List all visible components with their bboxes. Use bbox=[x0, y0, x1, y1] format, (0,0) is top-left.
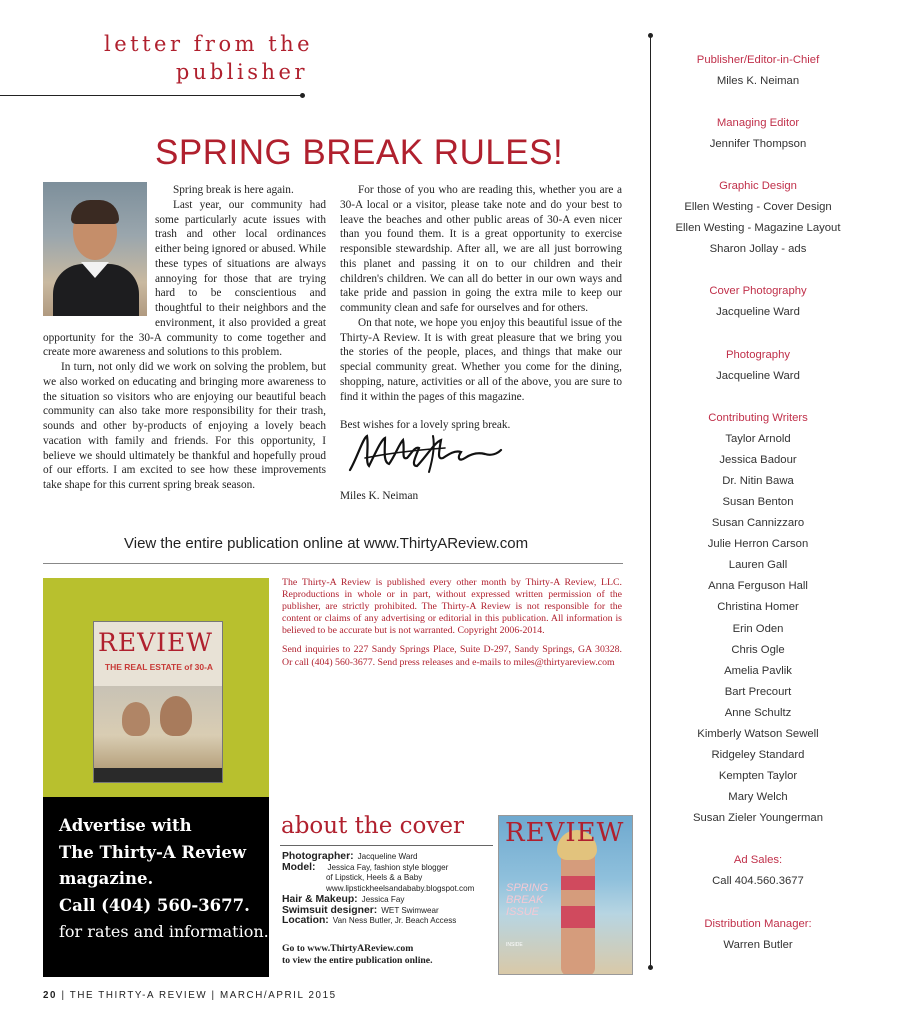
footer-separator: | bbox=[61, 990, 70, 1001]
masthead-name: Jessica Badour bbox=[719, 453, 797, 466]
masthead-gap bbox=[660, 324, 856, 345]
credit-value: of Lipstick, Heels & a Baby bbox=[326, 873, 423, 883]
credit-label: Photographer: bbox=[282, 851, 354, 862]
masthead-name: Ellen Westing - Cover Design bbox=[684, 201, 832, 214]
letter-paragraph: Last year, our community had some particularly acute issues with trash and other local ordinances either being ignored or abused. While these types of situations are always annoying for those that are trying hard to be conscientious and thoughtful to their neighbors and the environment, it also provided a great opportunity for the 30-A community to come together and create more awareness and solutions to this problem. bbox=[43, 198, 326, 359]
publisher-signature bbox=[345, 428, 505, 480]
masthead-name: Erin Oden bbox=[732, 622, 784, 635]
masthead-gap bbox=[660, 155, 856, 176]
section-title bbox=[104, 30, 314, 86]
letter-paragraph: For those of you who are reading this, whether you are a 30-A local or a visitor, please take note and do your best to leave the beaches and other public areas of 30-A even nicer than you found them. It is a great opportunity to exercise responsible stewardship. After all, we are all just borrowing this planet and passing it on to our children and their children's children. We can all do better in our own ways and take pride and passion in going the extra mile to keep our community clean and safe for ourselves and for others. bbox=[340, 184, 622, 314]
masthead-role: Ad Sales: bbox=[733, 854, 783, 867]
letter-column-1 bbox=[43, 183, 326, 493]
masthead-name: Miles K. Neiman bbox=[716, 75, 800, 87]
masthead-name: Jacqueline Ward bbox=[716, 306, 800, 319]
credit-label: Location: bbox=[282, 915, 329, 927]
legal-notice bbox=[282, 577, 622, 669]
masthead-name: Chris Ogle bbox=[731, 643, 785, 656]
letter-paragraph: In turn, not only did we work on solving the problem, but we also worked on educating and bringing more awareness to the situation so visitors who are enjoying our beautiful beach community can also take more responsibility for their trash, sounds and other by-products of enjoying a lovely beach vacation with family and friends. For this opportunity, I believe we should ultimately be thankful and hopefully proud of our efforts. I am excited to see how these improvements take shape for this current spring break season. bbox=[43, 361, 326, 491]
column-divider-dot-bottom bbox=[648, 965, 653, 970]
masthead-name: Julie Herron Carson bbox=[707, 538, 809, 551]
header-rule-dot bbox=[300, 93, 305, 98]
legal-paragraph: The Thirty-A Review is published every other month by Thirty-A Review, LLC. Reproductions in whole or in part, without expressed written permission of the publisher, are strictly prohibited. The Thirty-A Review is not responsible for the content or claims of any advertising or editorial in this publication. All information is believed to be accurate but is not warranted. Copyright 2006-2014. bbox=[282, 577, 622, 637]
masthead-name: Taylor Arnold bbox=[725, 432, 791, 445]
masthead-name: Anne Schultz bbox=[724, 706, 792, 719]
masthead-name: Amelia Pavlik bbox=[724, 664, 792, 677]
advertise-box bbox=[43, 797, 269, 977]
letter-column-2 bbox=[340, 183, 622, 433]
masthead-name: Call 404.560.3677 bbox=[712, 875, 804, 888]
masthead-name: Sharon Jollay - ads bbox=[709, 243, 807, 256]
article-headline: SPRING BREAK RULES! bbox=[155, 133, 564, 172]
credit-value: Jessica Fay, fashion style blogger bbox=[327, 862, 449, 872]
cover-inside-label: INSIDE bbox=[506, 942, 523, 948]
column-divider bbox=[650, 35, 651, 968]
masthead-name: Mary Welch bbox=[728, 791, 788, 804]
letter-closing: Best wishes for a lovely spring break. bbox=[340, 419, 511, 432]
masthead-name: Jennifer Thompson bbox=[709, 138, 807, 151]
masthead-name: Susan Cannizzaro bbox=[711, 517, 805, 530]
advertise-line: magazine. bbox=[59, 869, 154, 888]
masthead-role: Cover Photography bbox=[709, 285, 807, 298]
section-divider bbox=[43, 563, 623, 564]
masthead-gap bbox=[660, 829, 856, 850]
letter-paragraph: On that note, we hope you enjoy this beautiful issue of the Thirty-A Review. It is with great pleasure that we bring you the stories of the people, places, and things that make our special community great. Whether you come for the dining, shopping, nature, activities or all of the above, you are sure to find it within the pages of this magazine. bbox=[340, 316, 622, 403]
masthead-name: Jacqueline Ward bbox=[716, 369, 800, 382]
online-publication-link[interactable]: View the entire publication online at www.ThirtyAReview.com bbox=[124, 535, 529, 552]
past-cover-logo: REVIEW bbox=[98, 628, 213, 657]
about-cover-title: about the cover bbox=[281, 813, 464, 839]
masthead-name: Susan Benton bbox=[722, 495, 794, 508]
masthead-name: Kimberly Watson Sewell bbox=[697, 727, 819, 740]
masthead-role: Graphic Design bbox=[719, 180, 797, 193]
cover-logo: REVIEW bbox=[505, 818, 625, 848]
inquiries-paragraph: Send inquiries to 227 Sandy Springs Place, Suite D-297, Sandy Springs, GA 30328. Or call (404) 560-3677. Send press releases and e-mails to miles@thirtyareview.com bbox=[282, 644, 622, 668]
ad-cover-panel bbox=[43, 578, 269, 797]
column-divider-dot-top bbox=[648, 33, 653, 38]
about-cover-link[interactable] bbox=[282, 943, 494, 967]
masthead-name: Warren Butler bbox=[723, 938, 793, 951]
masthead-role: Contributing Writers bbox=[708, 411, 808, 424]
about-link-line: Go to www.ThirtyAReview.com bbox=[282, 943, 414, 954]
past-cover-headline: THE REAL ESTATE of 30-A bbox=[104, 662, 214, 672]
masthead-gap bbox=[660, 387, 856, 408]
masthead-name: Dr. Nitin Bawa bbox=[722, 474, 794, 487]
about-cover-rule bbox=[280, 845, 493, 846]
masthead-gap bbox=[660, 260, 856, 281]
masthead-name: Christina Homer bbox=[717, 601, 799, 614]
masthead-role: Photography bbox=[725, 348, 791, 361]
page-number: 20 bbox=[43, 990, 58, 1001]
masthead-name: Lauren Gall bbox=[728, 559, 788, 572]
credit-value: www.lipstickheelsandababy.blogspot.com bbox=[326, 884, 475, 894]
about-link-line: to view the entire publication online. bbox=[282, 955, 433, 967]
masthead-name: Susan Zieler Youngerman bbox=[692, 812, 823, 825]
credit-label: Swimsuit designer: bbox=[282, 904, 378, 916]
credit-label: Model: bbox=[282, 861, 316, 873]
masthead-gap bbox=[660, 893, 856, 914]
credit-value: Van Ness Butler, Jr. Beach Access bbox=[332, 916, 457, 926]
cover-spring-headline: SPRING BREAK ISSUE bbox=[506, 882, 549, 918]
section-title-line1: letter from the bbox=[104, 32, 314, 56]
masthead-role: Distribution Manager: bbox=[704, 917, 812, 930]
masthead-name: Bart Precourt bbox=[724, 685, 792, 698]
page-footer bbox=[43, 990, 337, 1001]
masthead bbox=[660, 50, 856, 956]
section-title-line2: publisher bbox=[175, 60, 308, 84]
advertise-line: Advertise with bbox=[59, 816, 192, 835]
masthead-role: Publisher/Editor-in-Chief bbox=[696, 54, 820, 66]
credit-value: Jacqueline Ward bbox=[357, 852, 418, 861]
credit-value: Jessica Fay bbox=[361, 894, 405, 904]
signature-name: Miles K. Neiman bbox=[340, 490, 419, 502]
masthead-gap bbox=[660, 92, 856, 113]
masthead-name: Kempten Taylor bbox=[718, 770, 798, 783]
past-issue-cover bbox=[93, 621, 223, 783]
footer-publication: THE THIRTY-A REVIEW | MARCH/APRIL 2015 bbox=[69, 990, 337, 1001]
credit-label: Hair & Makeup: bbox=[282, 893, 358, 905]
masthead-role: Managing Editor bbox=[716, 117, 800, 130]
masthead-name: Ellen Westing - Magazine Layout bbox=[675, 222, 841, 235]
masthead-name: Ridgeley Standard bbox=[711, 749, 805, 762]
letter-paragraph: Spring break is here again. bbox=[173, 184, 294, 196]
advertise-line: for rates and information. bbox=[59, 922, 269, 941]
advertise-phone: Call (404) 560-3677. bbox=[59, 895, 250, 915]
header-rule bbox=[0, 95, 302, 96]
masthead-name: Anna Ferguson Hall bbox=[708, 580, 808, 593]
current-cover-image bbox=[498, 815, 633, 975]
advertise-line: The Thirty-A Review bbox=[59, 842, 247, 862]
about-cover-credits bbox=[282, 852, 494, 927]
credit-value: WET Swimwear bbox=[381, 905, 439, 915]
